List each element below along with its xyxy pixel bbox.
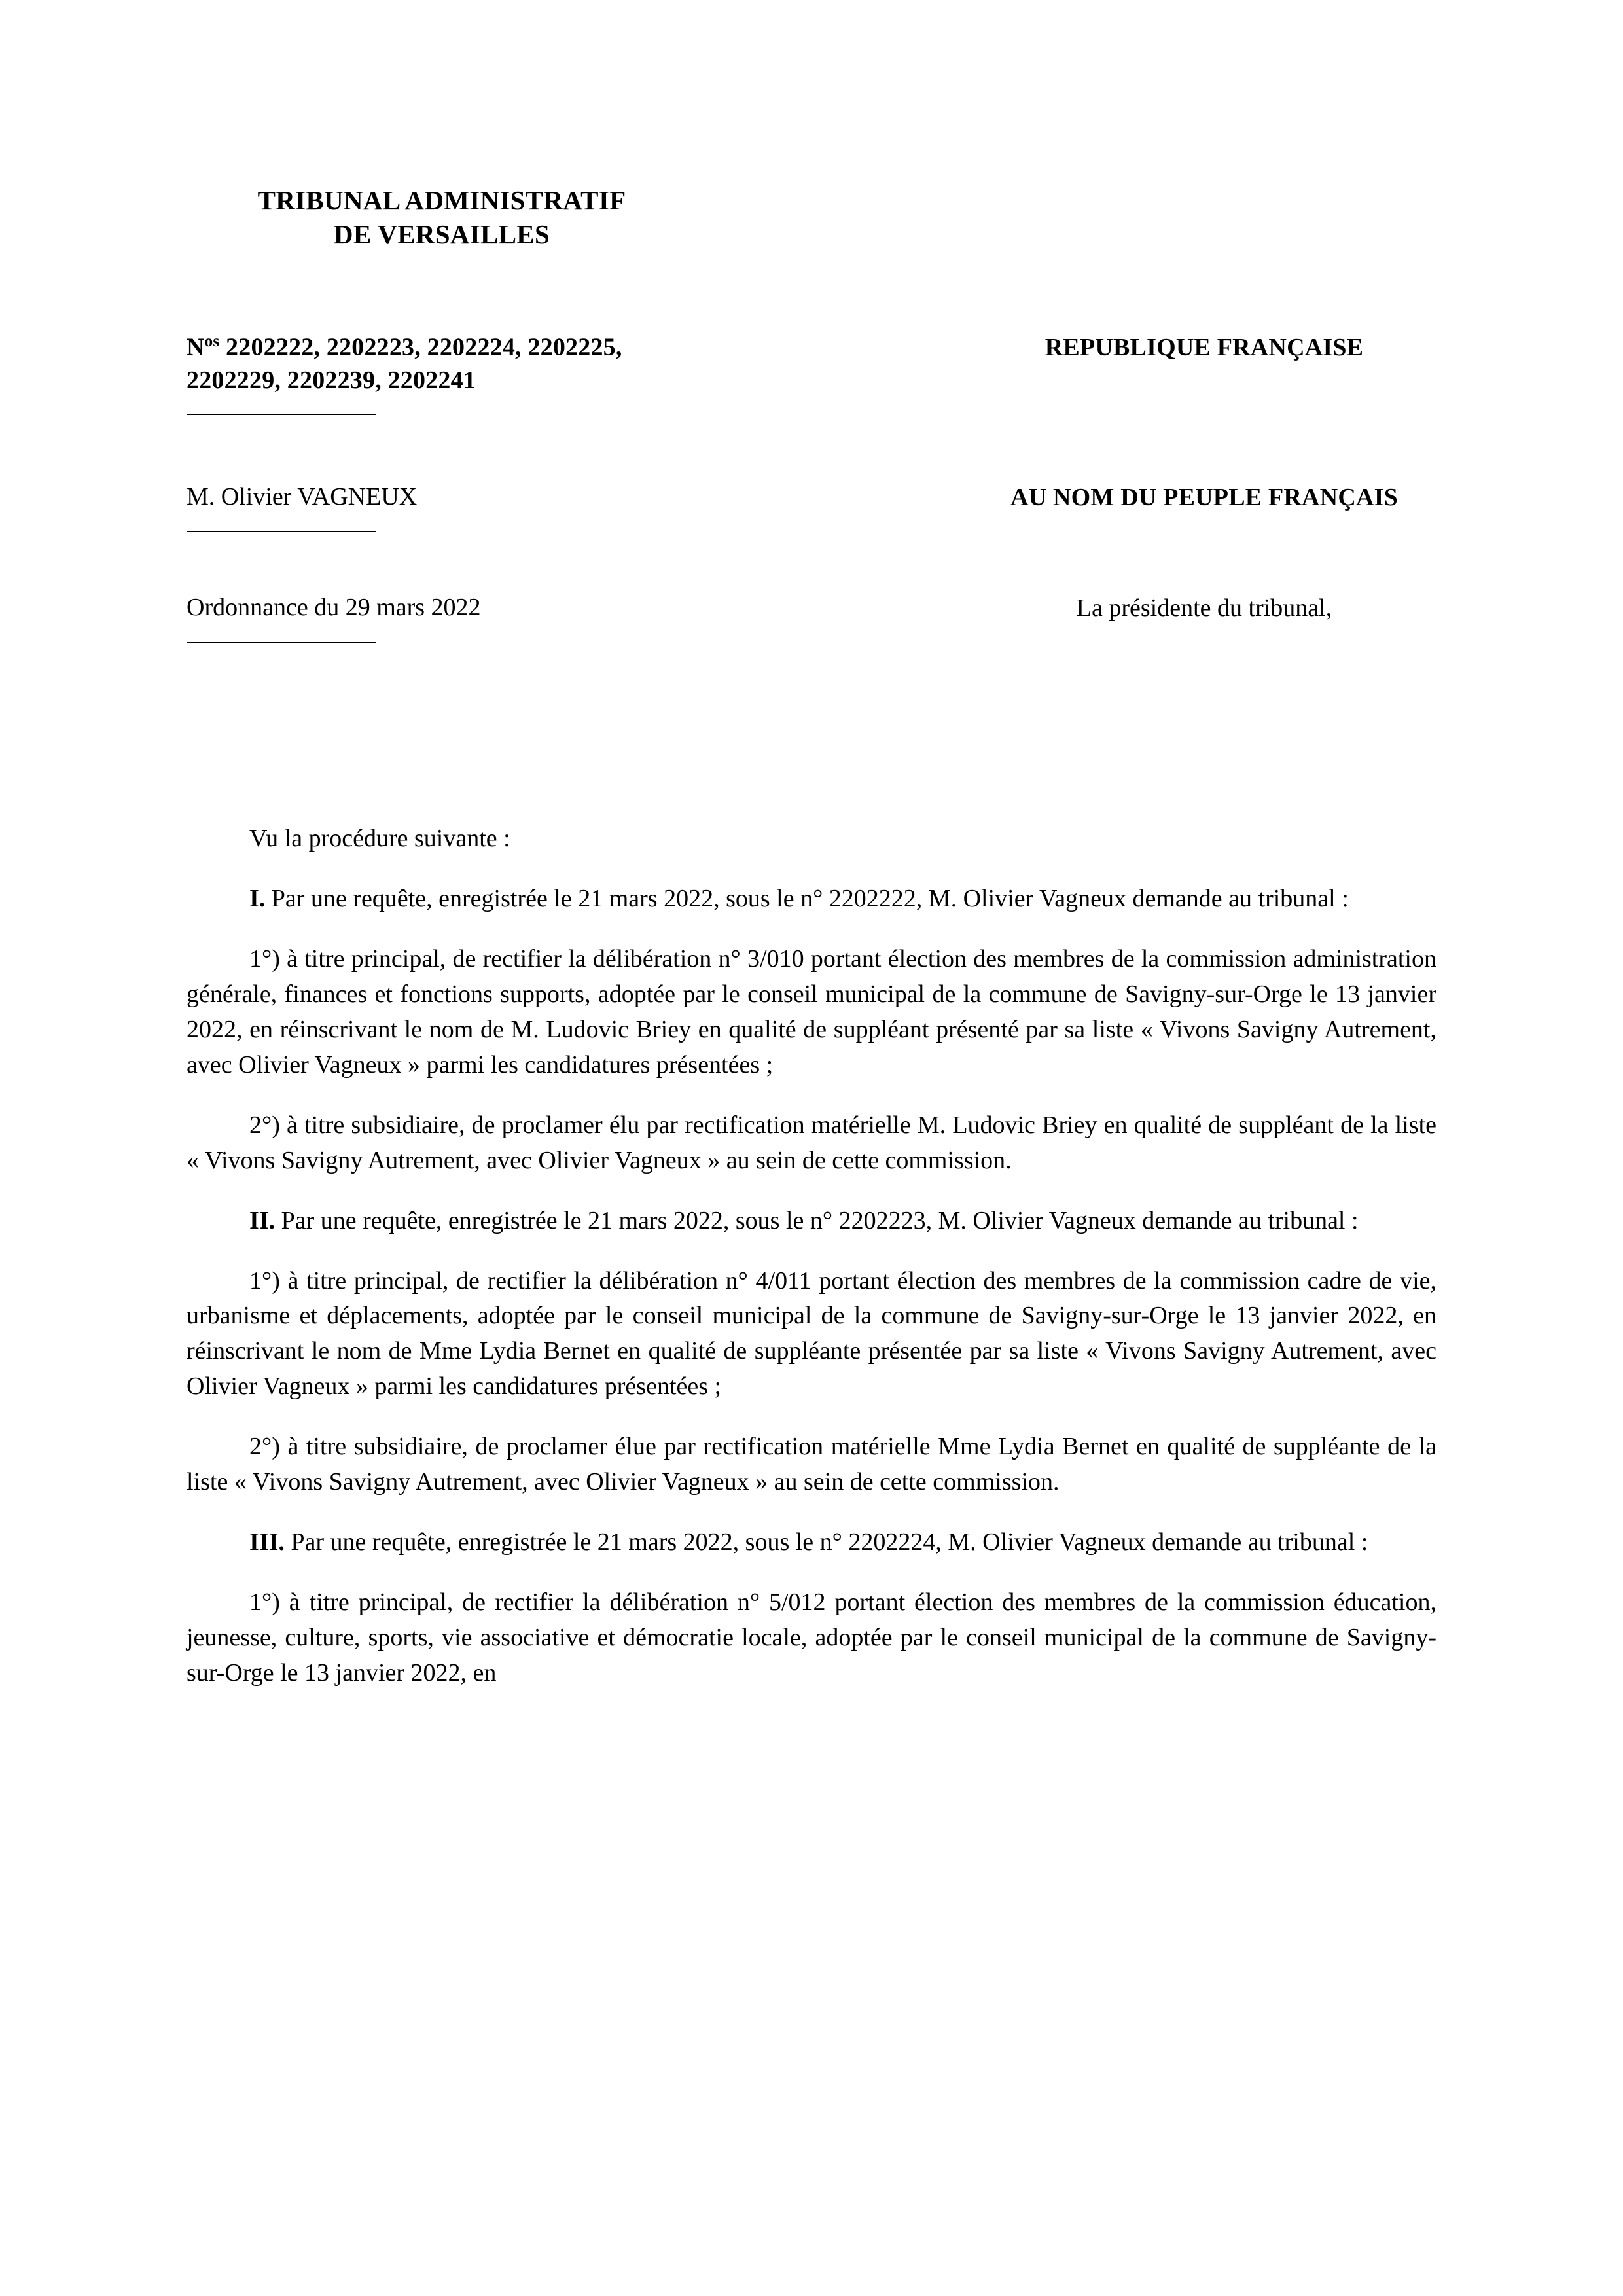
court-header (193, 183, 690, 252)
paragraph-requete-I (187, 882, 1436, 917)
paragraph-lead: I. (249, 884, 266, 912)
divider-rule-1 (187, 414, 376, 415)
masthead-left-order-date (187, 591, 972, 643)
court-name-line-2: DE VERSAILLES (333, 219, 550, 250)
court-name-line-1: TRIBUNAL ADMINISTRATIF (257, 185, 626, 215)
republic-heading: REPUBLIQUE FRANÇAISE (1044, 333, 1364, 361)
masthead-row-case-numbers (187, 331, 1436, 415)
divider-rule-3 (187, 642, 376, 643)
in-name-of-people-heading: AU NOM DU PEUPLE FRANÇAIS (1010, 483, 1398, 511)
masthead-left-case-numbers (187, 331, 972, 415)
paragraph-text: Par une requête, enregistrée le 21 mars 2022, sous le n° 2202222, M. Olivier Vagneux demande au tribunal : (265, 884, 1349, 912)
paragraph-requete-II-1 (187, 1264, 1436, 1405)
paragraph-requete-III-1 (187, 1585, 1436, 1691)
masthead-right-people (972, 480, 1436, 512)
paragraph-requete-III (187, 1525, 1436, 1560)
paragraph-requete-II-2 (187, 1429, 1436, 1500)
spacer-1 (187, 415, 1436, 480)
paragraph-text: 1°) à titre principal, de rectifier la délibération n° 4/011 portant élection des membres de la commission cadre de vie, urbanisme et déplacements, adoptée par le conseil municipal de la commune de Savigny-sur-Orge le 13 janvier 2022, en réinscrivant le nom de Mme Lydia Bernet en qualité de suppléante présentée par sa liste « Vivons Savigny Autrement, avec Olivier Vagneux » parmi les candidatures présentées ; (187, 1266, 1436, 1401)
masthead-right-president (972, 591, 1436, 622)
case-numbers-line-2: 2202229, 2202239, 2202241 (187, 366, 476, 394)
paragraph-text: Par une requête, enregistrée le 21 mars 2022, sous le n° 2202223, M. Olivier Vagneux demande au tribunal : (275, 1206, 1359, 1234)
paragraph-text: 1°) à titre principal, de rectifier la délibération n° 5/012 portant élection des membres de la commission éducation, jeunesse, culture, sports, vie associative et démocratie locale, adoptée par le conseil municipal de la commune de Savigny-sur-Orge le 13 janvier 2022, en (187, 1588, 1436, 1687)
paragraph-lead: II. (249, 1206, 276, 1234)
paragraph-text: 1°) à titre principal, de rectifier la délibération n° 3/010 portant élection des membres de la commission administration générale, finances et fonctions supports, adoptée par le conseil municipal de la commune de Savigny-sur-Orge le 13 janvier 2022, en réinscrivant le nom de M. Ludovic Briey en qualité de suppléant présenté par sa liste « Vivons Savigny Autrement, avec Olivier Vagneux » parmi les candidatures présentées ; (187, 944, 1436, 1079)
president-title: La présidente du tribunal, (1076, 594, 1332, 622)
paragraph-text: Par une requête, enregistrée le 21 mars 2022, sous le n° 2202224, M. Olivier Vagneux demande au tribunal : (284, 1528, 1368, 1556)
paragraph-requete-I-2 (187, 1108, 1436, 1179)
document-body (187, 821, 1436, 1691)
paragraph-procedure-intro (187, 821, 1436, 857)
case-numbers (187, 331, 972, 397)
paragraph-text: 2°) à titre subsidiaire, de proclamer élue par rectification matérielle Mme Lydia Bernet en qualité de suppléante de la liste « Vivons Savigny Autrement, avec Olivier Vagneux » au sein de cette commission. (187, 1433, 1436, 1496)
applicant-name: M. Olivier VAGNEUX (187, 482, 418, 511)
masthead-right-republic (972, 331, 1436, 362)
case-numbers-line-1: 2202222, 2202223, 2202224, 2202225, (219, 333, 622, 361)
case-numbers-prefix-sup: os (204, 332, 220, 350)
paragraph-text: 2°) à titre subsidiaire, de proclamer élu par rectification matérielle M. Ludovic Briey en qualité de suppléant de la liste « Vivons Savigny Autrement, avec Olivier Vagneux » au sein de cette commission. (187, 1111, 1436, 1174)
masthead-left-applicant (187, 480, 972, 532)
masthead (187, 331, 1436, 723)
divider-rule-2 (187, 531, 376, 532)
masthead-row-order-date (187, 591, 1436, 643)
paragraph-lead: III. (249, 1528, 285, 1556)
spacer-2 (187, 532, 1436, 591)
case-numbers-prefix: N (187, 333, 205, 361)
paragraph-requete-II (187, 1204, 1436, 1239)
paragraph-requete-I-1 (187, 942, 1436, 1083)
order-date: Ordonnance du 29 mars 2022 (187, 594, 481, 622)
paragraph-text: Vu la procédure suivante : (249, 824, 510, 852)
masthead-row-applicant (187, 480, 1436, 532)
